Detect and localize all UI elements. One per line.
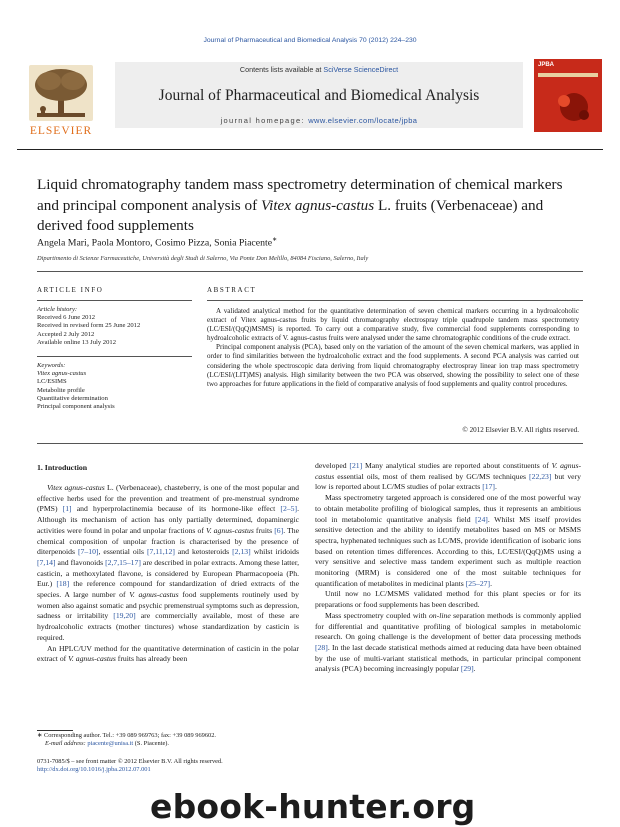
intro-paragraph xyxy=(37,644,299,665)
left-column xyxy=(37,483,299,665)
keyword-item: Vitex agnus-castus xyxy=(37,370,87,378)
text-run: , essential oils xyxy=(98,547,147,557)
citation-link[interactable]: [22,23] xyxy=(529,471,552,481)
citation-link[interactable]: [24] xyxy=(475,514,488,524)
intro-paragraph xyxy=(315,611,581,675)
elsevier-tree-icon xyxy=(29,65,93,121)
footnote-corresponding: ∗ Corresponding author. Tel.: +39 089 969763; fax: +39 089 969602. xyxy=(37,732,217,739)
sciencedirect-link[interactable]: SciVerse ScienceDirect xyxy=(323,65,399,74)
journal-title: Journal of Pharmaceutical and Biomedical Analysis xyxy=(158,87,480,104)
text-run: L. (Verbenaceae), chasteberry, is one of the most popular and effective herbs used for the prevention and treatment of pre-menstrual syndrome (PMS) xyxy=(37,483,299,514)
homepage-link[interactable]: www.elsevier.com/locate/jpba xyxy=(308,116,418,125)
text-run: . xyxy=(473,664,476,674)
text-run: fruits xyxy=(253,525,275,535)
keywords-rule xyxy=(37,356,192,357)
text-run: V. agnus-castus xyxy=(68,654,116,664)
homepage-label: journal homepage: xyxy=(220,116,305,125)
keywords xyxy=(37,362,197,411)
text-run: and hyperprolactinemia because of its hormone-like effect xyxy=(71,504,281,514)
article-authors: Angela Mari, Paola Montoro, Cosimo Pizza, Sonia Piacente∗ xyxy=(37,237,278,249)
intro-paragraph xyxy=(37,483,299,644)
citation-link[interactable]: [28] xyxy=(315,642,328,652)
issn-block xyxy=(37,758,307,775)
citation-link[interactable]: [7–10] xyxy=(78,547,99,557)
masthead-rule xyxy=(17,149,603,150)
text-run: the reference compound for standardization of dried extracts of the species. A large number of xyxy=(37,579,299,600)
article-history xyxy=(37,306,197,347)
footnote-email: E-mail address: piacente@unisa.it (S. Piacente). xyxy=(45,740,170,748)
article-info-rule xyxy=(37,300,192,301)
text-run: V. agnus-castus xyxy=(205,525,254,535)
journal-homepage xyxy=(115,116,523,125)
citation-link[interactable]: [7,14] xyxy=(37,557,56,567)
text-run: fruits has already been xyxy=(115,654,188,664)
text-run: on-line xyxy=(428,610,451,620)
text-run: are commercially available, most of these are hydroalcoholic extracts (mother tinctures) whose standardization by casticin is required. xyxy=(37,611,299,642)
issn-line: 0731-7085/$ – see front matter © 2012 Elsevier B.V. All rights reserved. xyxy=(37,758,223,765)
text-run: . xyxy=(495,482,497,492)
history-item: Received in revised form 25 June 2012 xyxy=(37,322,141,330)
citation-link[interactable]: [29] xyxy=(460,664,474,674)
text-run: essential oils, most of them realised by GC/MS techniques xyxy=(334,471,530,481)
elsevier-logo xyxy=(19,65,102,135)
history-item: Accepted 2 July 2012 xyxy=(37,330,95,338)
citation-link[interactable]: [2–5] xyxy=(280,504,298,514)
article-title: Liquid chromatography tandem mass spectrometry determination of chemical markers and principal component analysis of Vitex agnus-castus L. fruits (Verbenaceae) and derived food supplements xyxy=(37,176,563,234)
abstract-rule xyxy=(207,300,583,301)
email-link[interactable]: piacente@unisa.it xyxy=(87,740,134,748)
citation-link[interactable]: [6] xyxy=(274,525,284,535)
footnote xyxy=(37,732,299,748)
footnote-rule xyxy=(37,730,73,731)
watermark-text: ebook-hunter.org xyxy=(150,787,476,826)
abstract-bottom-rule xyxy=(37,443,583,444)
contents-line xyxy=(115,65,523,74)
text-run: Many analytical studies are reported about constituents of xyxy=(362,461,552,470)
intro-paragraph xyxy=(315,461,581,493)
text-run: developed xyxy=(315,461,350,470)
text-run: Until now no LC/MSMS validated method for this plant species or for its preparations or food supplements has been described. xyxy=(315,589,581,610)
citation-link[interactable]: [18] xyxy=(56,579,70,589)
text-run: and ketosteroids xyxy=(174,547,233,557)
citation-link[interactable]: [19,20] xyxy=(113,611,136,621)
publisher-name: ELSEVIER xyxy=(29,125,93,137)
introduction-heading: 1. Introduction xyxy=(37,463,88,472)
text-run: . Although its mechanism of action has only partially determined, dopaminergic activities were found in polar and unpolar fractions of xyxy=(37,504,299,535)
text-run: . The chemical composition of unpolar fraction is characterised by the presence of diterpenoids xyxy=(37,525,299,557)
keyword-item: Metabolite profile xyxy=(37,386,85,394)
citation-link[interactable]: [2,13] xyxy=(232,547,251,557)
keyword-item: LC/ESIMS xyxy=(37,378,67,386)
text-run: food supplements routinely used by women also against somatic and psychic premenstrual symptoms such as depression, sadness or irritability xyxy=(37,590,299,621)
journal-citation: Journal of Pharmaceutical and Biomedical Analysis 70 (2012) 224–230 xyxy=(203,37,417,44)
text-run: Mass spectrometry targeted approach is considered one of the most powerful way to obtain metabolite profiling of biological samples, thus it represents an ambitious tool in metabolomic quantitative analysis field xyxy=(315,493,581,524)
citation-link[interactable]: [25–27] xyxy=(465,578,491,588)
citation-link[interactable]: [17] xyxy=(482,482,495,492)
text-run: but very low is reported about LC/MS studies of polar extracts xyxy=(315,471,581,492)
journal-cover-image xyxy=(534,59,602,132)
affiliation-rule xyxy=(37,271,583,272)
text-run: are described in polar extracts. Among these latter, casticin, a methoxylated flavone, is considered by European Pharmacopoeia (Ph. Eur.) xyxy=(37,557,299,589)
abstract-heading: ABSTRACT xyxy=(207,286,257,294)
keyword-item: Quantitative determination xyxy=(37,394,108,402)
text-run: Mass spectrometry coupled with xyxy=(325,610,429,620)
text-run: . In the last decade statistical methods aimed at reducing data have been obtained by the use of multi-variant statistical methods, in particular principal component analysis (PCA) becoming increasingly popular xyxy=(315,642,581,674)
copyright-line: © 2012 Elsevier B.V. All rights reserved. xyxy=(462,426,579,434)
text-run: whilst iridoids xyxy=(250,547,299,557)
text-run: V. agnus-castus xyxy=(315,461,582,481)
citation-link[interactable]: [21] xyxy=(349,461,363,470)
abstract-body xyxy=(207,307,579,389)
author-affiliation: Dipartimento di Scienze Farmaceutiche, Università degli Studi di Salerno, Via Ponte Don Melillo, 84084 Fisciano, Salerno, Italy xyxy=(37,255,369,262)
intro-paragraph xyxy=(315,589,581,610)
contents-prefix: Contents lists available at xyxy=(239,65,322,74)
journal-masthead xyxy=(19,59,602,137)
keywords-label: Keywords: xyxy=(37,362,66,369)
text-run: Vitex agnus-castus xyxy=(47,483,105,492)
journal-header-box xyxy=(115,62,523,128)
abstract-paragraph: A validated analytical method for the quantitative determination of seven chemical markers occurring in a hydroalcoholic extract of Vitex agnus-castus fruits by liquid chromatography electrospray triple quadrupole tandem mass spectrometry (LC/ESI/(QqQ)MSMS) is reported. To carry out a comparative study, five commercial food supplements corresponding to hydroalcoholic extracts of V. agnus-castus fruits were analysed under the same chromatographic conditions of the crude extract. xyxy=(207,307,579,343)
abstract-paragraph: Principal component analysis (PCA), based only on the variation of the amount of the seven chemical markers, was applied in order to find similarities between the hydroalcoholic extract and the food supplements. A second PCA analysis was carried out considering the whole spectroscopic data deriving from liquid chromatography electrospray linear ion trap mass spectrometry (LC/ESI/(LIT)MS) analysis. High similarity between the two PCA was observed, showing the possibility to select one of these two approaches for future applications in the field of comparative analysis of food supplements and quality control procedures. xyxy=(207,343,579,388)
citation-link[interactable]: [1] xyxy=(62,504,72,514)
history-item: Received 6 June 2012 xyxy=(37,314,96,322)
citation-link[interactable]: [7,11,12] xyxy=(146,547,175,557)
text-run: separation methods is commonly applied for differential and quantitative profiling of biological samples in metabolomic research. On going challenge is the development of better data processing methods xyxy=(315,610,581,642)
keyword-item: Principal component analysis xyxy=(37,403,115,411)
text-run: V. agnus-castus xyxy=(129,590,179,600)
text-run: and flavonoids xyxy=(55,557,106,567)
text-run: . Whilst MS itself provides sensitive detection and the ability to identify metabolites based on MS or MSMS spectra, hyphenated techniques such as LC/MS, provide identification of isobaric ions based on retention times differences. According to this, LC/ESI/(QqQ)MS using a very sensitive and selective mass tandem experiment such as multiple reaction monitoring (MRM) is considered one of the most suitable techniques for quantification of metabolites in medicinal plants xyxy=(315,514,582,588)
doi-link[interactable]: http://dx.doi.org/10.1016/j.jpba.2012.07.001 xyxy=(37,766,151,774)
history-label: Article history: xyxy=(37,306,78,313)
right-column xyxy=(315,461,581,675)
text-run: . xyxy=(490,578,492,588)
history-item: Available online 13 July 2012 xyxy=(37,338,116,346)
text-run: An HPLC/UV method for the quantitative determination of casticin in the polar extract of xyxy=(37,643,299,664)
intro-paragraph xyxy=(315,493,581,589)
citation-link[interactable]: [2,7,15–17] xyxy=(105,557,141,567)
article-info-heading: ARTICLE INFO xyxy=(37,286,104,294)
cover-text: JPBA xyxy=(538,62,555,68)
corresponding-author-mark[interactable]: ∗ xyxy=(272,237,278,243)
